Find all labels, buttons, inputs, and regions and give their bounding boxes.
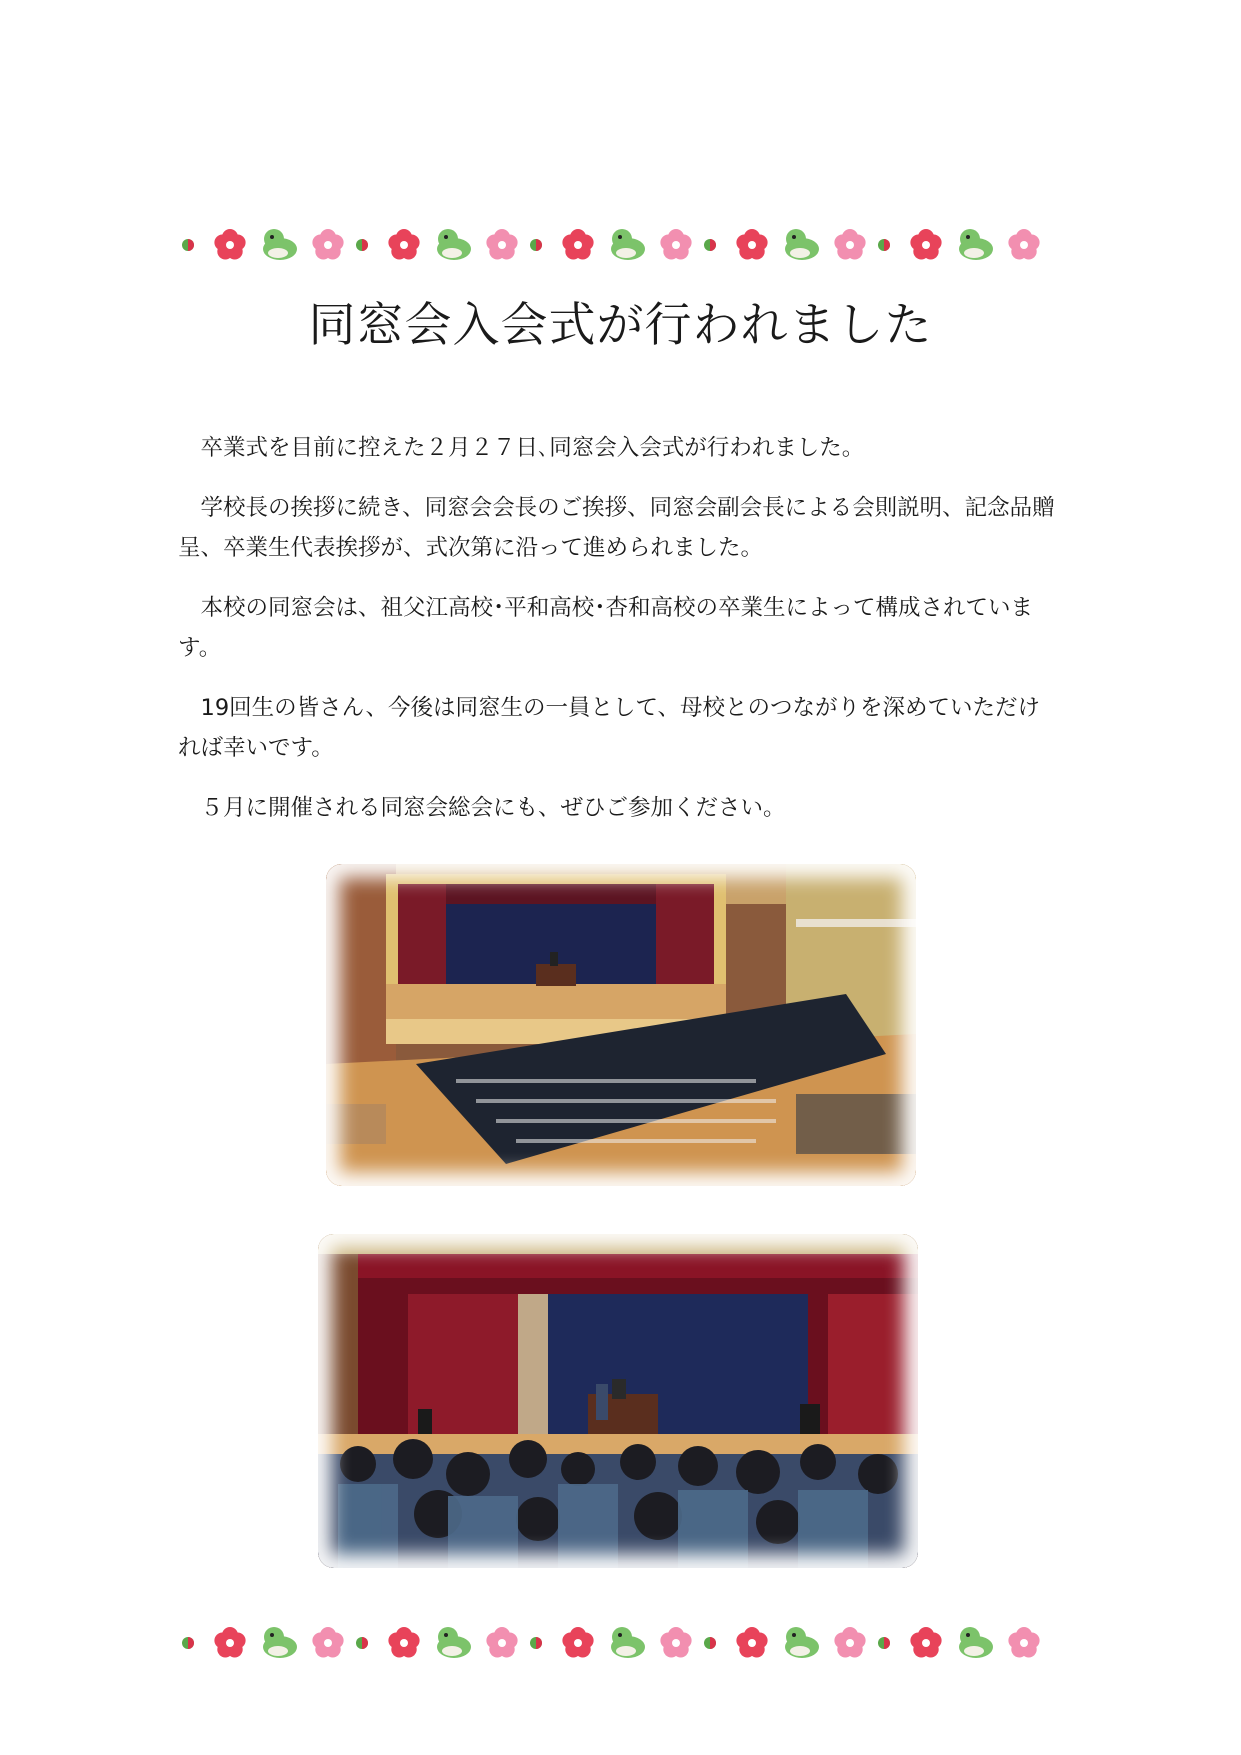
- plum-blossom-pink-icon: [660, 1627, 691, 1657]
- dot-icon: [878, 239, 890, 251]
- page-title: 同窓会入会式が行われました: [308, 298, 933, 353]
- green-bird-icon: [785, 229, 819, 260]
- green-bird-icon: [959, 229, 993, 260]
- green-bird-icon: [437, 229, 471, 260]
- dot-icon: [182, 239, 194, 251]
- green-bird-icon: [611, 1627, 645, 1658]
- stage-presentation-photo: [318, 1234, 918, 1568]
- paragraph: 本校の同窓会は、祖父江高校･平和高校･杏和高校の卒業生によって構成されています。: [178, 595, 1034, 661]
- plum-blossom-red-icon: [736, 1627, 767, 1657]
- green-bird-icon: [959, 1627, 993, 1658]
- dot-icon: [878, 1637, 890, 1649]
- plum-blossom-red-icon: [388, 229, 419, 259]
- plum-blossom-pink-icon: [660, 229, 691, 259]
- article-body: [178, 428, 1058, 848]
- decorative-border-top: [178, 220, 1058, 270]
- gymnasium-ceremony-photo: [326, 864, 916, 1186]
- dot-icon: [704, 239, 716, 251]
- plum-blossom-red-icon: [910, 1627, 941, 1657]
- plum-blossom-pink-icon: [312, 1627, 343, 1657]
- plum-blossom-red-icon: [562, 1627, 593, 1657]
- green-bird-icon: [263, 229, 297, 260]
- plum-blossom-red-icon: [388, 1627, 419, 1657]
- dot-icon: [356, 1637, 368, 1649]
- green-bird-icon: [611, 229, 645, 260]
- plum-blossom-pink-icon: [486, 229, 517, 259]
- dot-icon: [530, 1637, 542, 1649]
- dot-icon: [530, 239, 542, 251]
- dot-icon: [704, 1637, 716, 1649]
- plum-blossom-pink-icon: [834, 229, 865, 259]
- paragraph: 学校長の挨拶に続き、同窓会会長のご挨拶、同窓会副会長による会則説明、記念品贈呈、卒業生代表挨拶が、式次第に沿って進められました。: [178, 495, 1055, 561]
- green-bird-icon: [437, 1627, 471, 1658]
- plum-blossom-red-icon: [214, 229, 245, 259]
- plum-blossom-pink-icon: [486, 1627, 517, 1657]
- plum-blossom-red-icon: [910, 229, 941, 259]
- green-bird-icon: [263, 1627, 297, 1658]
- paragraph: 19回生の皆さん、今後は同窓生の一員として、母校とのつながりを深めていただければ幸いです。: [178, 695, 1041, 761]
- dot-icon: [182, 1637, 194, 1649]
- plum-blossom-pink-icon: [1008, 229, 1039, 259]
- paragraph: ５月に開催される同窓会総会にも、ぜひご参加ください。: [200, 795, 786, 821]
- plum-blossom-pink-icon: [312, 229, 343, 259]
- plum-blossom-red-icon: [562, 229, 593, 259]
- plum-blossom-red-icon: [736, 229, 767, 259]
- plum-blossom-red-icon: [214, 1627, 245, 1657]
- green-bird-icon: [785, 1627, 819, 1658]
- paragraph: 卒業式を目前に控えた２月２７日､同窓会入会式が行われました。: [200, 435, 865, 461]
- decorative-border-bottom: [178, 1618, 1058, 1668]
- plum-blossom-pink-icon: [834, 1627, 865, 1657]
- dot-icon: [356, 239, 368, 251]
- plum-blossom-pink-icon: [1008, 1627, 1039, 1657]
